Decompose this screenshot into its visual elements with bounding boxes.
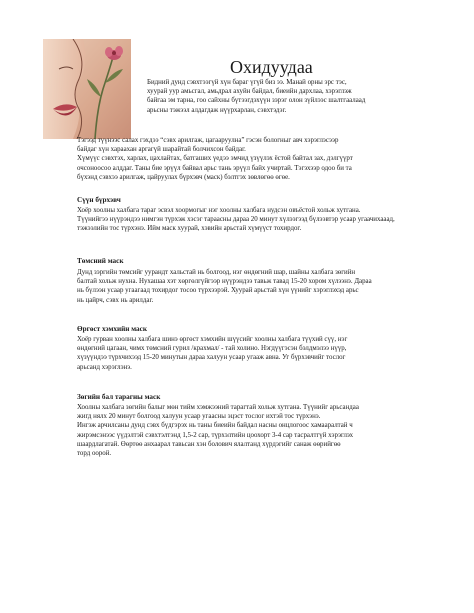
paragraph-line: Хоёр хоолны халбага тараг эсвэл хоормогыг нэг хоолны халбага нудсэн овъёстой хольж хутгана. xyxy=(77,207,361,214)
paragraph-line: нь цайрч, сэвх нь арилдаг. xyxy=(77,296,154,304)
body-paragraph xyxy=(77,136,441,182)
paragraph-line: арьсанд хэрэглэнэ. xyxy=(77,363,132,371)
paragraph-line: шаардлагатай. Өөртөө анхаарал тавьсан хэн болович ялалтанд хүрдэгийг санаж өөрийгөө xyxy=(77,440,341,448)
page-title: Охидуудаа xyxy=(230,57,313,77)
paragraph-line: жигд нялх 20 минут болгоод халуун усаар угаасны эцэст тослог ихтэй тос түрхэнэ. xyxy=(77,413,321,421)
paragraph-line: байдаг хүн хараахан аргагүй шарайтай болчихсон байдаг. xyxy=(77,146,246,154)
paragraph-line: Түүнийгээ нүүрэндээ нимгэн түрхэж хэсэг тараасны дараа 20 минут хүлээгээд бүлээвтэр усаар угаачихааад, xyxy=(77,216,395,224)
intro-line: хуурай уур амьсгал, амьдрал ахуйн байдал, биеийн дархлаа, хэрэглэж xyxy=(147,88,352,96)
intro-line: арьсны тэжээл алдагдаж нүүрхарлан, сэвхтэдэг. xyxy=(147,106,287,114)
section-heading: Өргөст хэмхийн маск xyxy=(77,325,147,333)
paragraph-line: бүхэнд сэвхээ арилгаж, цайруулах бүрхэвч (маск) бэлтгэх зөвлөгөө өгөе. xyxy=(77,173,290,181)
paragraph-line: нь бүлээн усаар угаагаад тохирдог тосоо түрхээрэй. Хуурай арьстай хүн үүнийг хэрэглэхэд арьс xyxy=(77,287,359,295)
paragraph-line: очсоноосоо алддаг. Таны бие эрүүл байвал арьс тань эрүүл байх учиртай. Тэгэхээр одоо би та xyxy=(77,164,352,172)
paragraph-line: Хоолны халбага зөгийн балыг мөн тийм хэмжээний тарагтай хольж хутгана. Түүнийг арьсандаа xyxy=(77,404,359,411)
paragraph-line: Хоёр гурван хоолны халбага шинэ өргөст хэмхийн шүүсийг хоолны халбага түүхий сүү, нэг xyxy=(77,336,348,343)
section-paragraph xyxy=(77,403,441,458)
paragraph-line: Хүмүүс сэвхтэх, харлах, цахлайтах, батгаших үедээ эмчид үзүүлэх ёстой байтал зах, дэлгүүрт xyxy=(77,155,353,163)
paragraph-line: Ингэж арчилсаны дунд сэвх бүдгэрэх нь таны биеийн байдал насны онцлогоос хамааралтай ч xyxy=(77,422,353,430)
paragraph-line: Дунд зэргийн төмсийг уурандт хальстай нь болгоод, нэг өндөгний шар, шайны халбага зөгийн xyxy=(77,269,356,276)
paragraph-line: өндөгний цагаан, чимх төмсний гурил /крахмал/ - тай холино. Нэгдүүгэсэн бэлдмэлээ нүүр, xyxy=(77,345,347,353)
intro-line: байгаа эм тарна, гоо сайхны бүтээгдэхүүн зэрэг олон зүйлээс шалтгаалаад xyxy=(147,97,366,105)
section-heading: Төмсний маск xyxy=(77,257,124,265)
section-paragraph xyxy=(77,206,441,234)
face-flower-illustration xyxy=(43,39,131,139)
intro-paragraph xyxy=(137,78,437,115)
paragraph-line: жирэмсэнээс үүдэлтэй сэвхтэлтэнд 1,5-2 сар, түрхэлтийн цоохорт 3-4 сар тасралтгүй хэрэглэх xyxy=(77,431,354,439)
paragraph-line: хүзүүндээ түрхчихээд 15-20 минутын дараа халуун усаар угааж авна. Уг бүрхэвчийг тослог xyxy=(77,354,346,362)
paragraph-line: балтай хольж нухна. Нухашаа хэт хөргөлгүйгээр нүүрэндээ тавьж тавад 15-20 хором хүлээнэ. Дараа xyxy=(77,278,372,286)
section-heading: Сүүн бүрхэвч xyxy=(77,196,121,204)
section-heading: Зөгийн бал тарагны маск xyxy=(77,393,161,401)
paragraph-line: торд оорой. xyxy=(77,450,112,458)
intro-line: Бидний дунд сэвхтээгүй хүн бараг үгүй биз ээ. Манай орны эрс тэс, xyxy=(147,79,347,86)
section-paragraph xyxy=(77,335,441,372)
paragraph-line: Тэгээд түүнээс салах гэхдээ “сэвх арилгаж, цагааруулна” гэсэн бологныг авч хэрэглэсээр xyxy=(77,137,339,144)
section-paragraph xyxy=(77,268,441,305)
paragraph-line: тэжээлийн тос түрхэнэ. Ийм маск хуурай, хэвийн арьстай хүмүүст тохирдог. xyxy=(77,225,302,233)
